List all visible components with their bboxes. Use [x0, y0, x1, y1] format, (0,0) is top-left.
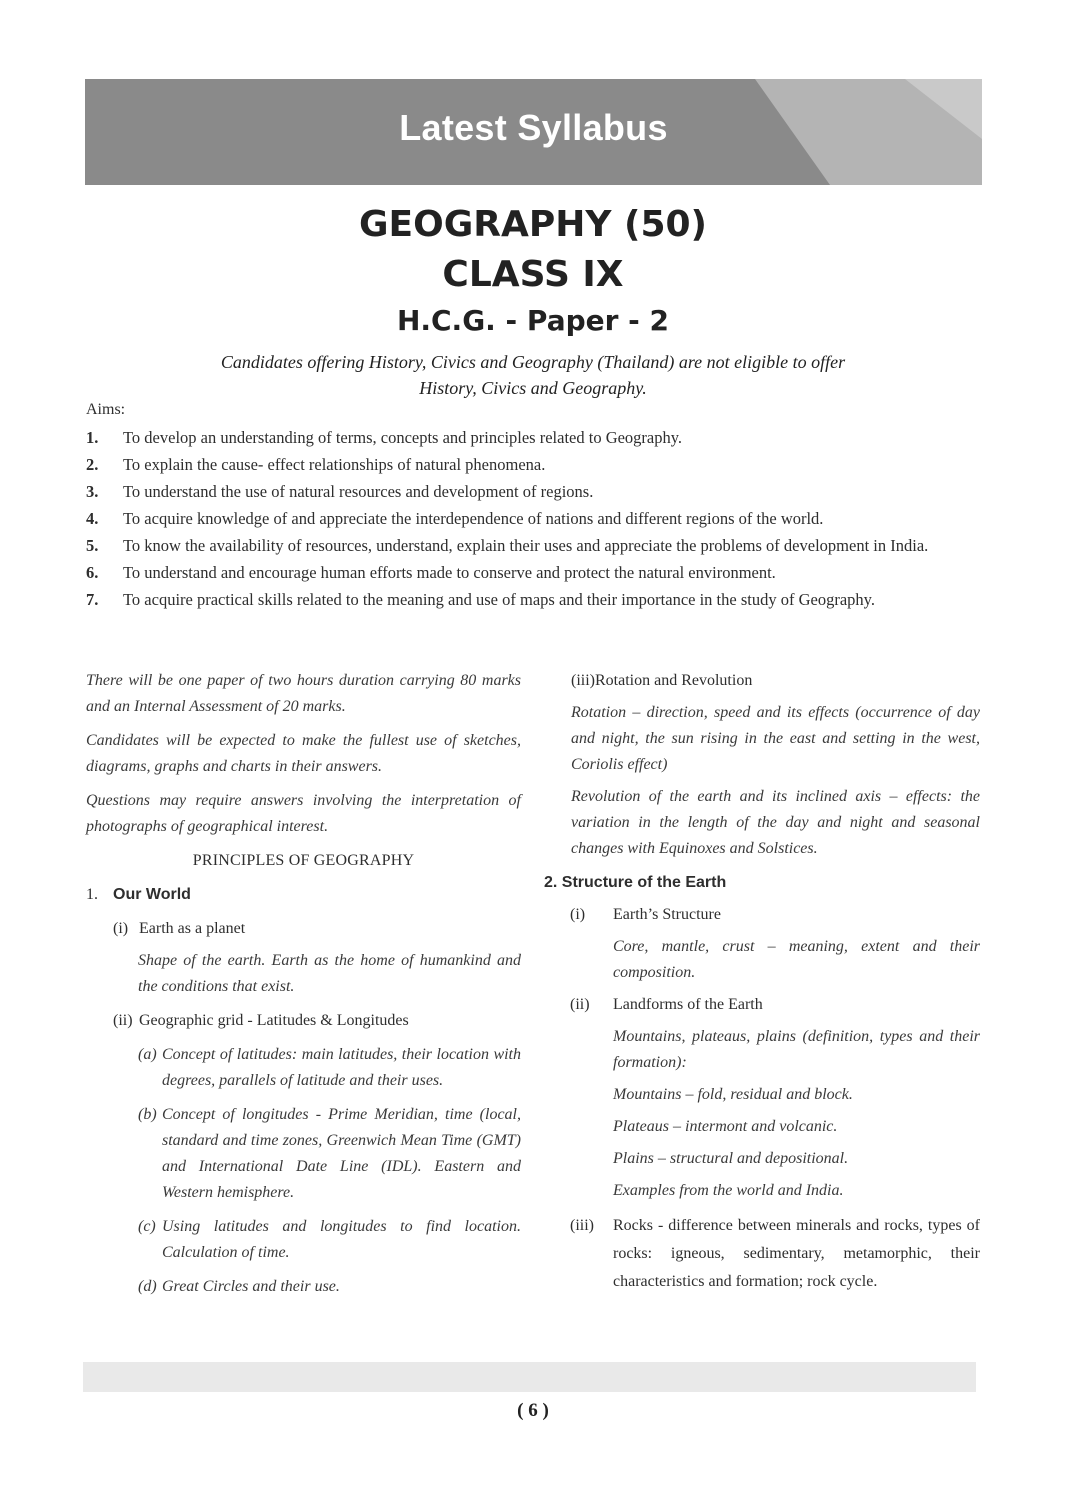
banner-title: Latest Syllabus: [399, 107, 668, 148]
aim-number: 5.: [86, 536, 99, 555]
subsection-label: (i): [570, 906, 586, 923]
grid-item: [86, 1274, 521, 1300]
aim-text: To know the availability of resources, understand, explain their uses and appreciate the problems of development in India.: [123, 536, 929, 555]
sketches-note: Candidates will be expected to make the fullest use of sketches, diagrams, graphs and charts in their answers.: [86, 732, 521, 775]
rotation-text: Rotation – direction, speed and its effects (occurrence of day and night, the sun rising in the east and setting in the west, Coriolis effect): [571, 704, 980, 773]
class-title: CLASS IX: [442, 254, 624, 295]
syllabus-banner: [85, 79, 982, 185]
footer-bar: [83, 1362, 976, 1392]
section-title: Our World: [113, 886, 191, 903]
aim-number: 3.: [86, 482, 99, 501]
subsection-label: (ii): [113, 1012, 133, 1029]
aims-label: Aims:: [86, 401, 126, 418]
subject-title: GEOGRAPHY (50): [359, 204, 707, 245]
aim-item: [86, 561, 982, 585]
plains-text: Plains – structural and depositional.: [613, 1150, 849, 1167]
subsection-earth-planet: [86, 916, 521, 942]
aim-text: To understand and encourage human efforts made to conserve and protect the natural environment.: [123, 563, 776, 582]
subsection-earth-structure: [544, 902, 980, 928]
left-column: [86, 668, 521, 1300]
exam-duration-note: There will be one paper of two hours duration carrying 80 marks and an Internal Assessment of 20 marks.: [86, 672, 521, 715]
aim-text: To develop an understanding of terms, concepts and principles related to Geography.: [123, 428, 683, 447]
aim-text: To understand the use of natural resources and development of regions.: [123, 482, 594, 501]
subsection-label: (i): [113, 920, 129, 937]
item-text: Using latitudes and longitudes to find location. Calculation of time.: [162, 1218, 521, 1261]
page-number: ( 6 ): [517, 1400, 549, 1421]
rocks-text: Rocks - difference between minerals and rocks, types of rocks: igneous, sedimentary, metamorphic, their characteristics and formation; rock cycle.: [613, 1217, 980, 1290]
earth-planet-text: Shape of the earth. Earth as the home of humankind and the conditions that exist.: [138, 952, 521, 995]
right-column: [544, 668, 980, 1296]
item-label: (a): [138, 1046, 157, 1063]
aim-item: [86, 453, 982, 477]
subsection-title: Landforms of the Earth: [613, 996, 763, 1013]
examples-text: Examples from the world and India.: [613, 1182, 844, 1199]
aim-number: 2.: [86, 455, 99, 474]
aim-item: [86, 588, 982, 612]
subsection-landforms: [544, 992, 980, 1018]
photographs-note: Questions may require answers involving the interpretation of photographs of geographical interest.: [86, 792, 521, 835]
aim-item: [86, 507, 982, 531]
aim-text: To explain the cause- effect relationships of natural phenomena.: [123, 455, 546, 474]
aims-list: [86, 426, 982, 615]
grid-item: [86, 1214, 521, 1266]
eligibility-note-line2: History, Civics and Geography.: [419, 378, 647, 398]
item-text: Concept of latitudes: main latitudes, their location with degrees, parallels of latitude and their uses.: [162, 1046, 521, 1089]
item-label: (b): [138, 1106, 157, 1123]
subsection-label: (iii): [570, 1217, 594, 1234]
section-our-world: [86, 882, 521, 908]
item-text: Concept of longitudes - Prime Meridian, time (local, standard and time zones, Greenwich Mean Time (GMT) and International Date Line (IDL). Eastern and Western hemisphere.: [162, 1106, 521, 1201]
subsection-title: Earth’s Structure: [613, 906, 721, 923]
aim-number: 7.: [86, 590, 99, 609]
subsection-label: (ii): [570, 996, 590, 1013]
paper-title: H.C.G. - Paper - 2: [396, 304, 670, 337]
plateaus-text: Plateaus – intermont and volcanic.: [613, 1118, 838, 1135]
eligibility-note-line1: Candidates offering History, Civics and Geography (Thailand) are not eligible to offer: [220, 352, 846, 372]
aim-text: To acquire practical skills related to the meaning and use of maps and their importance in the study of Geography.: [123, 590, 875, 609]
subsection-title: Geographic grid - Latitudes & Longitudes: [139, 1012, 409, 1029]
subsection-title: Earth as a planet: [139, 920, 246, 937]
item-label: (c): [138, 1218, 156, 1235]
aim-number: 4.: [86, 509, 99, 528]
section-number: 1.: [86, 886, 98, 903]
aim-item: [86, 534, 982, 558]
aim-number: 6.: [86, 563, 99, 582]
earth-structure-text: Core, mantle, crust – meaning, extent and their composition.: [613, 938, 980, 981]
subsection-geographic-grid: [86, 1008, 521, 1034]
item-label: (d): [138, 1278, 157, 1295]
rotation-revolution-title: (iii)Rotation and Revolution: [571, 672, 753, 689]
aim-number: 1.: [86, 428, 99, 447]
aim-item: [86, 426, 982, 450]
mountains-text: Mountains – fold, residual and block.: [613, 1086, 853, 1103]
aim-item: [86, 480, 982, 504]
grid-item: [86, 1102, 521, 1206]
grid-item: [86, 1042, 521, 1094]
revolution-text: Revolution of the earth and its inclined axis – effects: the variation in the length of the day and night and seasonal changes with Equinoxes and Solstices.: [571, 788, 980, 857]
aim-text: To acquire knowledge of and appreciate the interdependence of nations and different regions of the world.: [123, 509, 824, 528]
principles-heading: PRINCIPLES OF GEOGRAPHY: [192, 852, 415, 869]
landforms-text: Mountains, plateaus, plains (definition, types and their formation):: [613, 1028, 980, 1071]
section-structure-title: 2. Structure of the Earth: [544, 874, 727, 891]
item-text: Great Circles and their use.: [162, 1278, 340, 1295]
subsection-rocks: [544, 1212, 980, 1296]
